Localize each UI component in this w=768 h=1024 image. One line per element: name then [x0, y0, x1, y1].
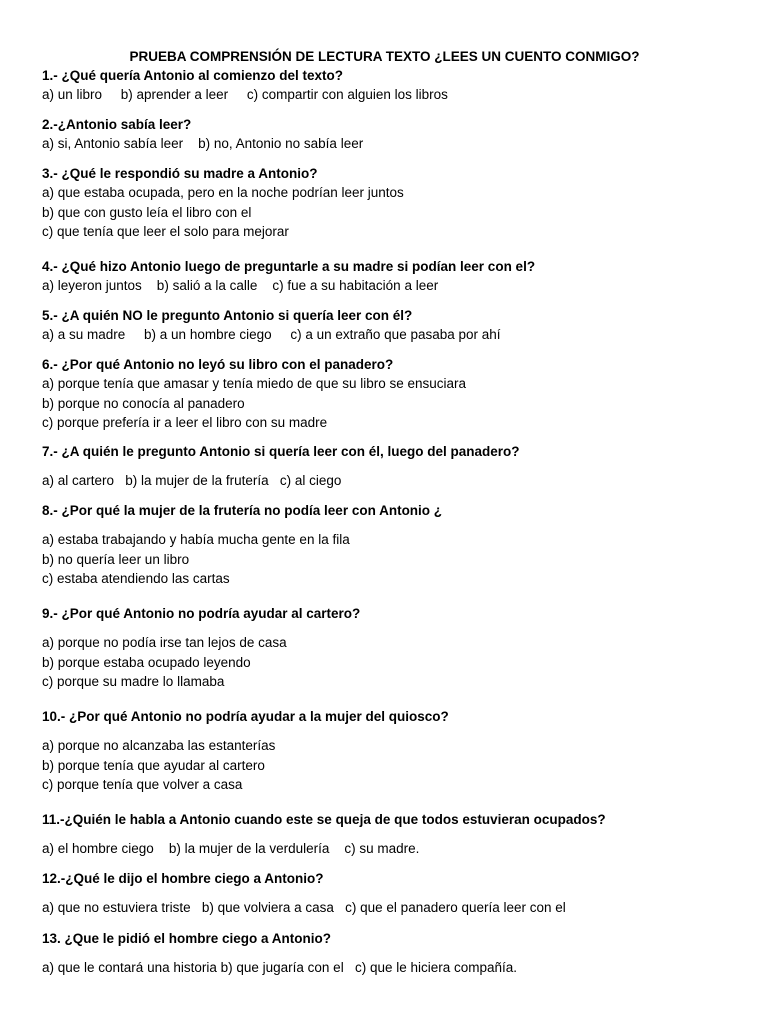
question-text: 9.- ¿Por qué Antonio no podría ayudar al cartero? — [42, 606, 361, 621]
answer-options: a) que no estuviera triste b) que volviera a casa c) que el panadero quería leer con el — [42, 900, 566, 915]
question-12 — [42, 869, 742, 918]
answer-option-b: b) porque tenía que ayudar al cartero — [42, 757, 265, 773]
answer-option-b: b) que con gusto leía el libro con el — [42, 204, 252, 220]
question-2 — [42, 115, 742, 154]
answer-option-b: b) porque no conocía al panadero — [42, 395, 245, 411]
question-text: 1.- ¿Qué quería Antonio al comienzo del texto? — [42, 68, 344, 83]
answer-option-c: c) estaba atendiendo las cartas — [42, 571, 230, 586]
question-text: 6.- ¿Por qué Antonio no leyó su libro con el panadero? — [42, 357, 394, 372]
question-text: 3.- ¿Qué le respondió su madre a Antonio? — [42, 166, 318, 181]
question-4 — [42, 257, 742, 296]
answer-option-a: a) porque tenía que amasar y tenía miedo de que su libro se ensuciara — [42, 376, 467, 391]
question-text: 2.-¿Antonio sabía leer? — [42, 117, 192, 132]
answer-options: a) si, Antonio sabía leer b) no, Antonio no sabía leer — [42, 136, 364, 151]
question-text: 8.- ¿Por qué la mujer de la frutería no podía leer con Antonio ¿ — [42, 503, 443, 518]
answer-option-c: c) que tenía que leer el solo para mejorar — [42, 224, 289, 239]
question-1 — [42, 66, 742, 105]
answer-options: a) al cartero b) la mujer de la frutería c) al ciego — [42, 473, 342, 488]
answer-options: a) a su madre b) a un hombre ciego c) a un extraño que pasaba por ahí — [42, 327, 501, 342]
question-text: 11.-¿Quién le habla a Antonio cuando este se queja de que todos estuvieran ocupados? — [42, 812, 606, 827]
question-11 — [42, 810, 742, 859]
question-text: 5.- ¿A quién NO le pregunto Antonio si quería leer con él? — [42, 308, 413, 323]
answer-options: a) el hombre ciego b) la mujer de la verdulería c) su madre. — [42, 841, 420, 856]
question-3 — [42, 164, 742, 242]
question-text: 10.- ¿Por qué Antonio no podría ayudar a la mujer del quiosco? — [42, 709, 449, 724]
answer-option-a: a) porque no alcanzaba las estanterías — [42, 738, 276, 753]
question-8 — [42, 501, 742, 589]
answer-option-c: c) porque tenía que volver a casa — [42, 777, 243, 792]
answer-option-c: c) porque prefería ir a leer el libro con su madre — [42, 415, 328, 430]
question-5 — [42, 306, 742, 345]
answer-option-a: a) que estaba ocupada, pero en la noche podrían leer juntos — [42, 185, 404, 200]
question-text: 7.- ¿A quién le pregunto Antonio si quería leer con él, luego del panadero? — [42, 444, 520, 459]
document-page — [42, 48, 742, 975]
question-10 — [42, 707, 742, 795]
question-13 — [42, 929, 742, 978]
answer-option-a: a) porque no podía irse tan lejos de casa — [42, 635, 287, 650]
answer-option-b: b) no quería leer un libro — [42, 551, 190, 567]
answer-option-a: a) estaba trabajando y había mucha gente en la fila — [42, 532, 350, 547]
answer-option-b: b) porque estaba ocupado leyendo — [42, 654, 251, 670]
answer-options: a) un libro b) aprender a leer c) compartir con alguien los libros — [42, 87, 448, 102]
answer-options: a) que le contará una historia b) que jugaría con el c) que le hiciera compañía. — [42, 960, 518, 975]
question-text: 13. ¿Que le pidió el hombre ciego a Antonio? — [42, 931, 332, 946]
question-text: 4.- ¿Qué hizo Antonio luego de preguntarle a su madre si podían leer con el? — [42, 259, 536, 274]
question-text: 12.-¿Qué le dijo el hombre ciego a Antonio? — [42, 871, 324, 886]
answer-options: a) leyeron juntos b) salió a la calle c) fue a su habitación a leer — [42, 278, 439, 293]
answer-option-c: c) porque su madre lo llamaba — [42, 674, 225, 689]
question-6 — [42, 355, 742, 433]
question-9 — [42, 604, 742, 692]
question-7 — [42, 442, 742, 491]
document-title: PRUEBA COMPRENSIÓN DE LECTURA TEXTO ¿LEES UN CUENTO CONMIGO? — [129, 49, 640, 64]
